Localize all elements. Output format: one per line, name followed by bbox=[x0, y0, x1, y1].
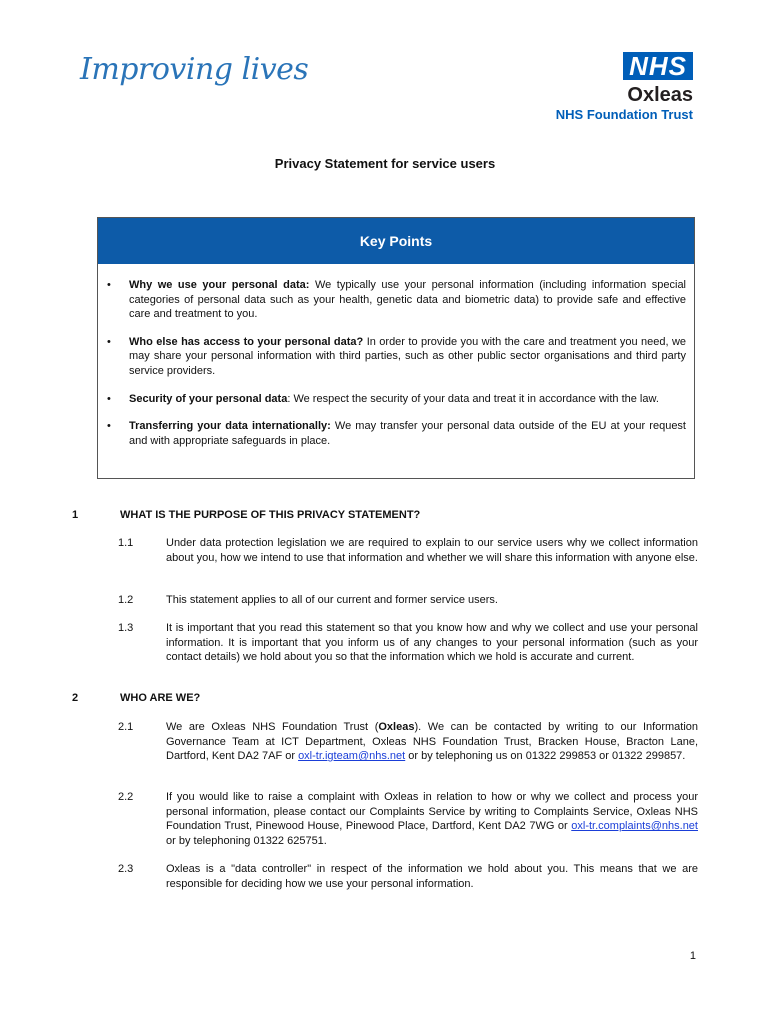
paragraph bbox=[118, 720, 698, 764]
key-point-text: We may transfer your personal data outside of the EU at your request and with appropriate safeguards in place. bbox=[129, 420, 686, 447]
section-title: WHO ARE WE? bbox=[120, 692, 201, 704]
oxleas-bold: Oxleas bbox=[378, 721, 415, 733]
key-point-item bbox=[98, 419, 686, 448]
igteam-email-link[interactable]: oxl-tr.igteam@nhs.net bbox=[298, 750, 406, 763]
org-subtitle: NHS Foundation Trust bbox=[555, 107, 693, 122]
paragraph bbox=[118, 621, 698, 665]
key-point-label: Security of your personal data bbox=[129, 392, 288, 405]
paragraph bbox=[118, 536, 698, 565]
paragraph bbox=[118, 790, 698, 848]
improving-lives-tagline: Improving lives bbox=[80, 52, 309, 87]
paragraph-text-segment: ). We can be contacted by writing to our Information Governance Team at ICT Department, Oxleas NHS Foundation Trust, Bracken House, Bracton Lane, Dartford, Kent DA2 7AF or bbox=[166, 721, 698, 763]
paragraph-text-segment: If you would like to raise a complaint with Oxleas in relation to how or why we collect and process your personal information, please contact our Complaints Service by writing to Complaints Service, Oxleas NHS Foundation Trust, Pinewood House, Pinewood Place, Dartford, Kent DA2 7WG or bbox=[166, 791, 698, 833]
paragraph-text: This statement applies to all of our current and former service users. bbox=[166, 594, 498, 606]
section-title: WHAT IS THE PURPOSE OF THIS PRIVACY STATEMENT? bbox=[120, 509, 421, 521]
bullet-icon: • bbox=[107, 392, 111, 405]
nhs-logo-badge: NHS bbox=[623, 52, 693, 80]
key-point-label: Who else has access to your personal data? bbox=[129, 335, 364, 348]
paragraph-text: It is important that you read this statement so that you know how and why we collect and use your personal information. It is important that you inform us of any changes to your personal information (such as your contact details) we hold about you so that the information which we hold is accurate and current. bbox=[166, 622, 698, 664]
bullet-icon: • bbox=[107, 335, 111, 348]
key-points-list bbox=[98, 264, 694, 448]
org-name: Oxleas bbox=[627, 84, 693, 106]
paragraph-number: 2.1 bbox=[118, 721, 134, 733]
key-point-item bbox=[98, 392, 686, 407]
key-point-text: In order to provide you with the care and treatment you need, we may share your personal information with third parties, such as other public sector organisations and third party service providers. bbox=[129, 335, 687, 377]
key-point-label: Transferring your data internationally: bbox=[129, 420, 331, 433]
paragraph-text-segment: or by telephoning us on 01322 299853 or 01322 299857. bbox=[405, 750, 686, 763]
nhs-oxleas-logo bbox=[556, 52, 693, 122]
paragraph-text bbox=[166, 790, 698, 848]
paragraph-number: 2.3 bbox=[118, 863, 134, 875]
paragraph-text bbox=[166, 720, 698, 764]
paragraph bbox=[118, 862, 698, 891]
paragraph-number: 1.1 bbox=[118, 537, 134, 549]
key-point-text: : We respect the security of your data and treat it in accordance with the law. bbox=[287, 392, 659, 405]
key-point-item bbox=[98, 335, 686, 379]
paragraph-text: Under data protection legislation we are required to explain to our service users why we collect information about you, how we intend to use that information and whether we will share this information with anyone else. bbox=[166, 537, 698, 564]
complaints-email-link[interactable]: oxl-tr.complaints@nhs.net bbox=[571, 820, 698, 833]
bullet-icon: • bbox=[107, 420, 111, 433]
paragraph-number: 1.2 bbox=[118, 594, 134, 606]
section-number: 2 bbox=[72, 692, 79, 704]
paragraph bbox=[118, 593, 698, 608]
paragraph-text-segment: or by telephoning 01322 625751. bbox=[166, 834, 327, 847]
paragraph-text-segment: We are Oxleas NHS Foundation Trust ( bbox=[166, 721, 379, 733]
paragraph-number: 2.2 bbox=[118, 791, 134, 803]
page-title: Privacy Statement for service users bbox=[274, 156, 496, 171]
key-points-box bbox=[97, 217, 695, 479]
key-point-label: Why we use your personal data: bbox=[129, 279, 310, 291]
paragraph-text: Oxleas is a "data controller" in respect of the information we hold about you. This means that we are responsible for deciding how we use your personal information. bbox=[166, 863, 698, 890]
key-point-text: We typically use your personal information (including information special categories of personal data such as your health, genetic data and biometric data) to provide safe and effective care and treatment to you. bbox=[129, 279, 687, 321]
section-number: 1 bbox=[72, 509, 79, 521]
page-number: 1 bbox=[689, 950, 696, 962]
key-points-heading: Key Points bbox=[98, 218, 694, 264]
bullet-icon: • bbox=[107, 279, 111, 291]
paragraph-number: 1.3 bbox=[118, 622, 134, 634]
key-point-item bbox=[98, 278, 686, 322]
